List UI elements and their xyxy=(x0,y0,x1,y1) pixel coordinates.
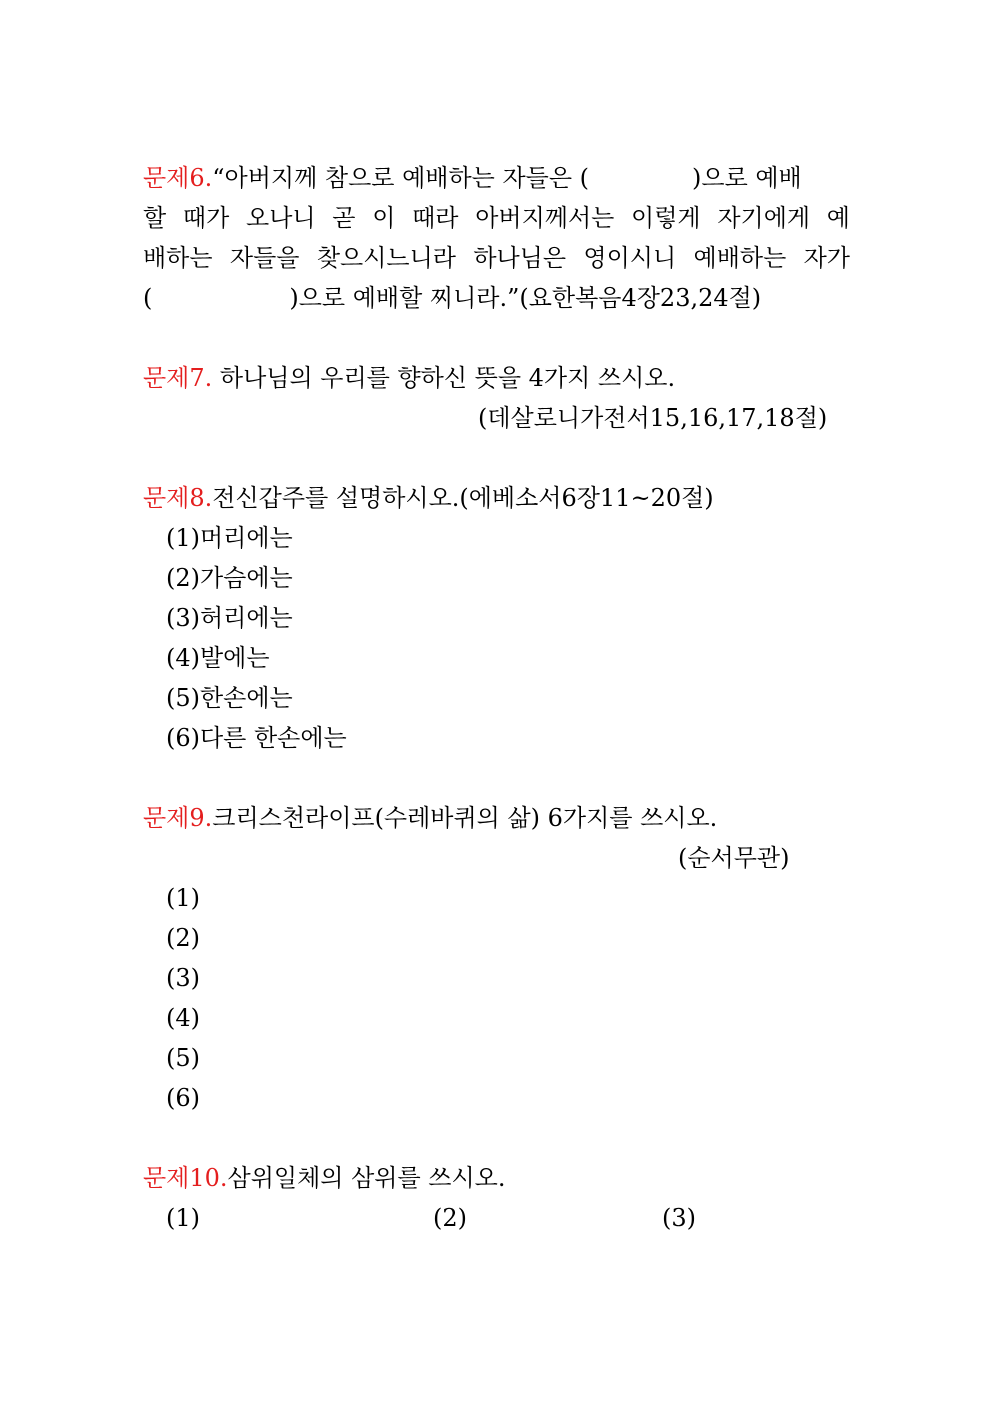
q9-item: (6) xyxy=(166,1084,200,1112)
q8-line xyxy=(143,478,850,518)
q8-item: (1)머리에는 xyxy=(166,524,293,552)
q7-line xyxy=(143,358,850,398)
q9-item: (5) xyxy=(166,1044,200,1072)
q7-reference: (데살로니가전서15,16,17,18절) xyxy=(478,404,828,432)
q6-line-4 xyxy=(143,278,850,318)
q10-text: 삼위일체의 삼위를 쓰시오. xyxy=(227,1164,506,1192)
q9-line xyxy=(143,798,850,838)
q6-text-1a: “아버지께 참으로 예배하는 자들은 ( xyxy=(212,164,590,192)
q6-line-3 xyxy=(143,238,850,278)
q6-text-2: 할 때가 오나니 곧 이 때라 아버지께서는 이렇게 자기에게 예 xyxy=(143,204,850,232)
q6-text-4a: ( xyxy=(143,284,153,312)
q10-item: (2) xyxy=(433,1204,467,1232)
q8-item: (4)발에는 xyxy=(166,644,270,672)
q6-text-4b: )으로 예배할 찌니라.”(요한복음4장23,24절) xyxy=(289,284,762,312)
q8-item: (3)허리에는 xyxy=(166,604,293,632)
q9-item: (4) xyxy=(166,1004,200,1032)
q7-text: 하나님의 우리를 향하신 뜻을 4가지 쓰시오. xyxy=(212,364,676,392)
q9-item: (3) xyxy=(166,964,200,992)
q9-label: 문제9. xyxy=(143,804,213,832)
q6-label: 문제6. xyxy=(143,164,213,192)
q8-label: 문제8. xyxy=(143,484,213,512)
q9-item: (1) xyxy=(166,884,200,912)
q9-note: (순서무관) xyxy=(678,844,790,872)
q6-line-2 xyxy=(143,198,850,238)
q10-label: 문제10. xyxy=(143,1164,228,1192)
q10-item: (3) xyxy=(662,1204,696,1232)
q8-item: (6)다른 한손에는 xyxy=(166,724,347,752)
q8-item: (2)가슴에는 xyxy=(166,564,293,592)
q7-label: 문제7. xyxy=(143,364,213,392)
q9-text: 크리스천라이프(수레바퀴의 삶) 6가지를 쓰시오. xyxy=(212,804,718,832)
q9-item: (2) xyxy=(166,924,200,952)
q10-line xyxy=(143,1158,850,1198)
q8-item: (5)한손에는 xyxy=(166,684,293,712)
q6-line-1 xyxy=(143,158,850,198)
q6-text-3: 배하는 자들을 찾으시느니라 하나님은 영이시니 예배하는 자가 xyxy=(143,244,850,272)
q8-text: 전신갑주를 설명하시오.(에베소서6장11~20절) xyxy=(212,484,714,512)
q6-text-1b: )으로 예배 xyxy=(692,164,802,192)
q10-item: (1) xyxy=(166,1204,200,1232)
